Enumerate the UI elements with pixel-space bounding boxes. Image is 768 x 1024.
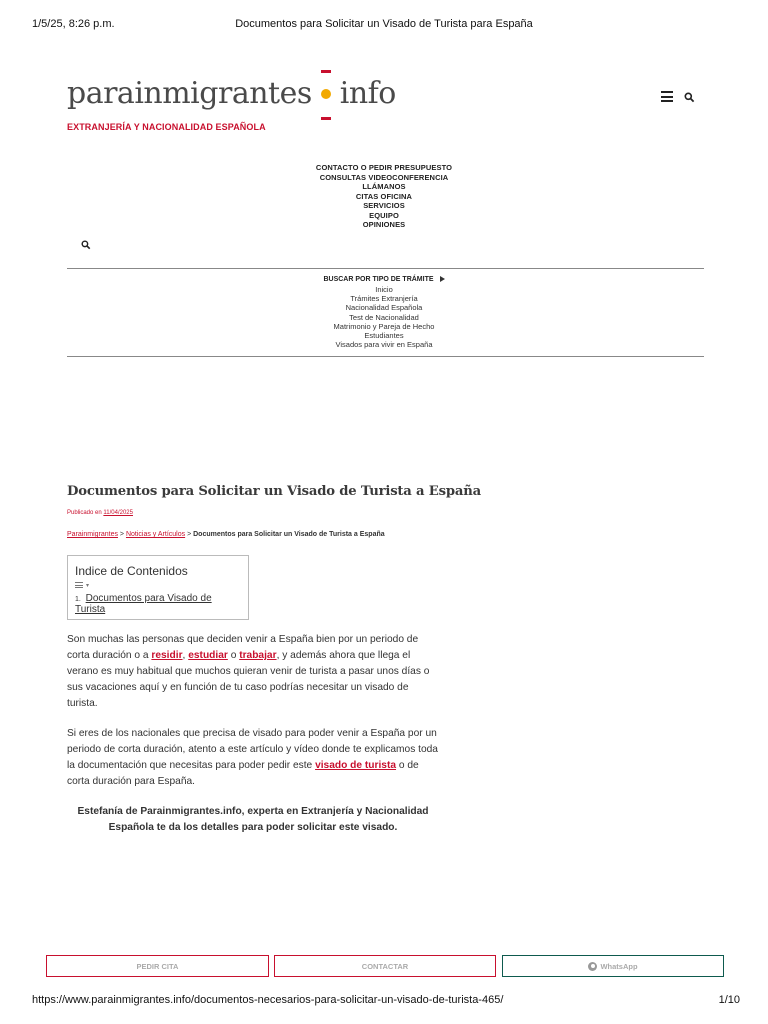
menu-icon[interactable] bbox=[661, 91, 673, 102]
nav-item-llamanos[interactable]: LLÁMANOS bbox=[362, 182, 406, 191]
published-info bbox=[67, 510, 133, 516]
toc-toggle[interactable] bbox=[75, 582, 241, 590]
breadcrumb-separator: > bbox=[119, 531, 125, 538]
whatsapp-button[interactable] bbox=[502, 955, 724, 977]
pedir-cita-button[interactable] bbox=[46, 955, 269, 977]
tramite-item-estudiantes[interactable]: Estudiantes bbox=[364, 331, 404, 341]
nav-item-citas-oficina[interactable]: CITAS OFICINA bbox=[355, 191, 413, 201]
toc-item-link[interactable]: Documentos para Visado de Turista bbox=[75, 592, 212, 615]
link-trabajar[interactable]: trabajar bbox=[239, 650, 277, 661]
contactar-label: CONTACTAR bbox=[361, 961, 409, 971]
top-navigation bbox=[0, 163, 768, 230]
toc-item[interactable] bbox=[75, 593, 241, 615]
published-date-link[interactable]: 11/04/2025 bbox=[103, 510, 133, 516]
logo-name-right: info bbox=[339, 76, 396, 111]
search-icon[interactable] bbox=[684, 92, 695, 103]
toggle-icon: ▾ bbox=[86, 583, 90, 590]
nav-item-opiniones[interactable]: OPINIONES bbox=[362, 220, 406, 229]
search-icon[interactable] bbox=[81, 240, 91, 250]
breadcrumb-separator: > bbox=[187, 531, 192, 538]
second-paragraph bbox=[67, 726, 439, 790]
nav-item-contacto[interactable]: CONTACTO O PEDIR PRESUPUESTO bbox=[315, 163, 453, 172]
logo-mark-icon bbox=[318, 72, 334, 116]
logo-name-left: parainmigrantes bbox=[67, 76, 312, 111]
highlight-paragraph: Estefanía de Parainmigrantes.info, experta en Extranjería y Nacionalidad Española te da los detalles para poder solicitar este visado. bbox=[77, 806, 429, 833]
toc-title: Indice de Contenidos bbox=[75, 564, 188, 578]
print-url: https://www.parainmigrantes.info/documentos-necesarios-para-solicitar-un-visado-de-turista-465/ bbox=[32, 994, 504, 1006]
nav-item-equipo[interactable]: EQUIPO bbox=[369, 210, 399, 220]
print-datetime: 1/5/25, 8:26 p.m. bbox=[32, 18, 115, 30]
table-of-contents bbox=[67, 555, 249, 620]
paragraph-text: , bbox=[182, 650, 189, 661]
breadcrumb-section[interactable]: Noticias y Artículos bbox=[125, 531, 186, 538]
contactar-button[interactable] bbox=[274, 955, 496, 977]
link-visado-de-turista[interactable]: visado de turista bbox=[315, 760, 397, 771]
tramite-menu-toggle[interactable] bbox=[0, 275, 768, 285]
toc-item-number: 1. bbox=[75, 595, 81, 603]
tramite-menu bbox=[0, 275, 768, 349]
paragraph-text: o bbox=[227, 650, 240, 661]
paragraph-text: Son muchas las personas que deciden venir a España bien por un periodo de corta duración o a bbox=[67, 634, 419, 661]
nav-item-servicios[interactable]: SERVICIOS bbox=[363, 201, 405, 210]
paragraph-text: Si eres de los nacionales que precisa de visado para poder venir a España por un periodo de corta duración, atento a este artículo y vídeo donde te explicamos toda la documentación que necesitas para poder pedir este bbox=[67, 728, 438, 771]
tramite-item-extranjeria[interactable]: Trámites Extranjería bbox=[350, 294, 418, 304]
intro-paragraph bbox=[67, 632, 439, 712]
print-page-number: 1/10 bbox=[718, 994, 740, 1006]
nav-item-videoconferencia[interactable]: CONSULTAS VIDEOCONFERENCIA bbox=[319, 172, 449, 182]
list-icon bbox=[75, 582, 83, 590]
tramite-item-visados[interactable]: Visados para vivir en España bbox=[335, 340, 433, 350]
print-doc-title: Documentos para Solicitar un Visado de Turista para España bbox=[235, 18, 533, 30]
article-title: Documentos para Solicitar un Visado de Turista a España bbox=[67, 484, 481, 499]
published-prefix: Publicado en bbox=[67, 510, 102, 516]
divider bbox=[67, 268, 704, 269]
divider bbox=[67, 356, 704, 357]
site-logo[interactable] bbox=[67, 72, 396, 132]
link-residir[interactable]: residir bbox=[151, 650, 183, 661]
whatsapp-label: WhatsApp bbox=[600, 961, 638, 971]
logo-tagline: EXTRANJERÍA Y NACIONALIDAD ESPAÑOLA bbox=[67, 122, 266, 132]
tramite-heading: BUSCAR POR TIPO DE TRÁMITE bbox=[323, 276, 434, 283]
caret-right-icon bbox=[440, 276, 445, 282]
whatsapp-icon bbox=[588, 962, 597, 971]
tramite-item-inicio[interactable]: Inicio bbox=[375, 285, 393, 294]
paragraph-text: o de corta duración para España. bbox=[67, 760, 419, 787]
pedir-cita-label: PEDIR CITA bbox=[136, 961, 179, 971]
tramite-item-test[interactable]: Test de Nacionalidad bbox=[349, 312, 419, 322]
link-estudiar[interactable]: estudiar bbox=[188, 650, 228, 661]
breadcrumb-current: Documentos para Solicitar un Visado de Turista a España bbox=[193, 531, 385, 538]
paragraph-text: , y además ahora que llega el verano es muy habitual que muchos quieran venir de turista a pasar unos días o sus vacaciones aquí y en función de tu caso podrías necesitar un visado de turista. bbox=[67, 650, 430, 709]
breadcrumb bbox=[67, 531, 385, 538]
tramite-item-matrimonio[interactable]: Matrimonio y Pareja de Hecho bbox=[333, 321, 435, 331]
breadcrumb-home[interactable]: Parainmigrantes bbox=[67, 531, 118, 538]
tramite-item-nacionalidad[interactable]: Nacionalidad Española bbox=[345, 303, 423, 313]
